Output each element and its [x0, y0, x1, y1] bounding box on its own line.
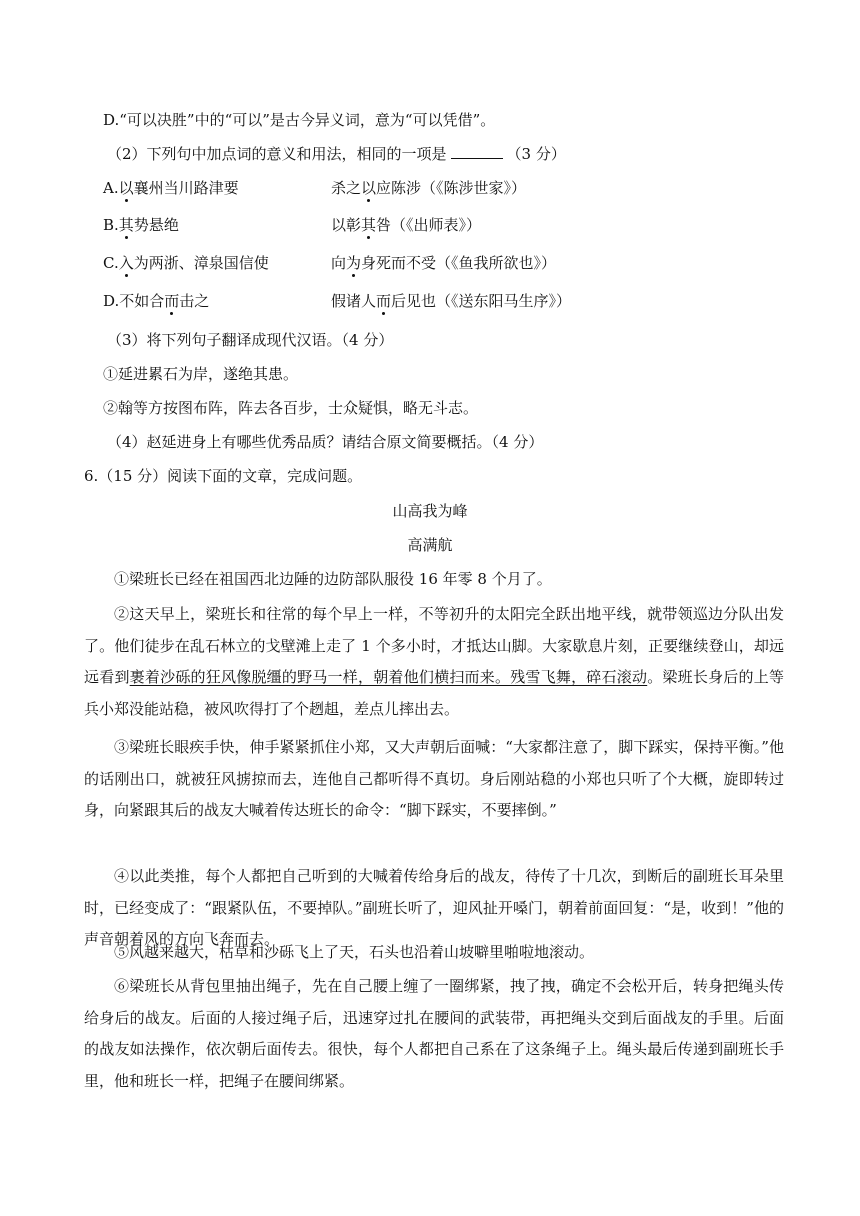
question-5-3: （3）将下列句子翻译成现代汉语。（4 分） — [107, 331, 394, 349]
translate-sentence-1: ①延进累石为岸，遂绝其患。 — [103, 365, 299, 383]
question-5-2 — [107, 144, 566, 164]
option-b-left: B.其势悬绝 — [103, 216, 179, 234]
paragraph-5: ⑤风越来越大，枯草和沙砾飞上了天，石头也沿着山坡噼里啪啦地滚动。 — [114, 943, 595, 961]
paragraph-1: ①梁班长已经在祖国西北边陲的边防部队服役 16 年零 8 个月了。 — [114, 570, 552, 588]
article-author: 高满航 — [407, 536, 453, 554]
paragraph-3: ③梁班长眼疾手快，伸手紧紧抓住小郑，又大声朝后面喊：“大家都注意了，脚下踩实，保持平衡。”他的话刚出口，就被狂风掳掠而去，连他自己都听得不真切。身后刚站稳的小郑也只听了个大概，旋即转过身，向紧跟其后的战友大喊着传达班长的命令：“脚下踩实，不要摔倒。” — [84, 738, 784, 819]
question-5-2-score: （3 分） — [506, 145, 566, 163]
paragraph-4: ④以此类推，每个人都把自己听到的大喊着传给身后的战友，待传了十几次，到断后的副班长耳朵里时，已经变成了：“跟紧队伍，不要掉队。”副班长听了，迎风扯开嗓门，朝着前面回复：“是，收到！”他的声音朝着风的方向飞奔而去。 — [84, 867, 784, 948]
paragraph-6: ⑥梁班长从背包里抽出绳子，先在自己腰上缠了一圈绑紧，拽了拽，确定不会松开后，转身把绳头传给身后的战友。后面的人接过绳子后，迅速穿过扎在腰间的武装带，再把绳头交到后面战友的手里。后面的战友如法操作，依次朝后面传去。很快，每个人都把自己系在了这条绳子上。绳头最后传递到副班长手里，他和班长一样，把绳子在腰间绑紧。 — [84, 977, 784, 1090]
option-a-left: A.以襄州当川路津要 — [103, 179, 239, 197]
question-5-4: （4）赵延进身上有哪些优秀品质？请结合原文简要概括。（4 分） — [107, 433, 544, 451]
question-6-heading: 6.（15 分）阅读下面的文章，完成问题。 — [84, 467, 363, 485]
option-a-right: 杀之以应陈涉（《陈涉世家》） — [331, 179, 527, 197]
option-d-note: D.“可以决胜”中的“可以”是古今异义词，意为“可以凭借”。 — [103, 111, 496, 129]
article-title: 山高我为峰 — [392, 502, 468, 520]
paragraph-2: ②这天早上，梁班长和往常的每个早上一样，不等初升的太阳完全跃出地平线，就带领巡边分队出发了。他们徒步在乱石林立的戈壁滩上走了 1 个多小时，才抵达山脚。大家歇息片刻，正要继续登山，却远远看到裹着沙砾的狂风像脱缰的野马一样，朝着他们横扫而来。残雪飞舞，碎石滚动。梁班长身后的上等兵小郑没能站稳，被风吹得打了个趔趄，差点儿摔出去。 — [84, 605, 784, 718]
translate-sentence-2: ②翰等方按图布阵，阵去各百步，士众疑惧，略无斗志。 — [103, 399, 479, 417]
option-b-right: 以彰其咎（《出师表》） — [331, 216, 482, 234]
question-5-2-text: （2）下列句中加点词的意义和用法，相同的一项是 — [107, 145, 447, 163]
answer-blank — [451, 144, 503, 159]
option-c-left: C.入为两浙、漳泉国信使 — [103, 254, 269, 272]
underlined-sentence: 裹着沙砾的狂风像脱缰的野马一样，朝着他们横扫而来。残雪飞舞，碎石滚动 — [129, 668, 648, 686]
option-d-right: 假诸人而后见也（《送东阳马生序》） — [331, 292, 572, 310]
option-c-right: 向为身死而不受（《鱼我所欲也》） — [331, 254, 557, 272]
option-d-left: D.不如合而击之 — [103, 292, 210, 310]
